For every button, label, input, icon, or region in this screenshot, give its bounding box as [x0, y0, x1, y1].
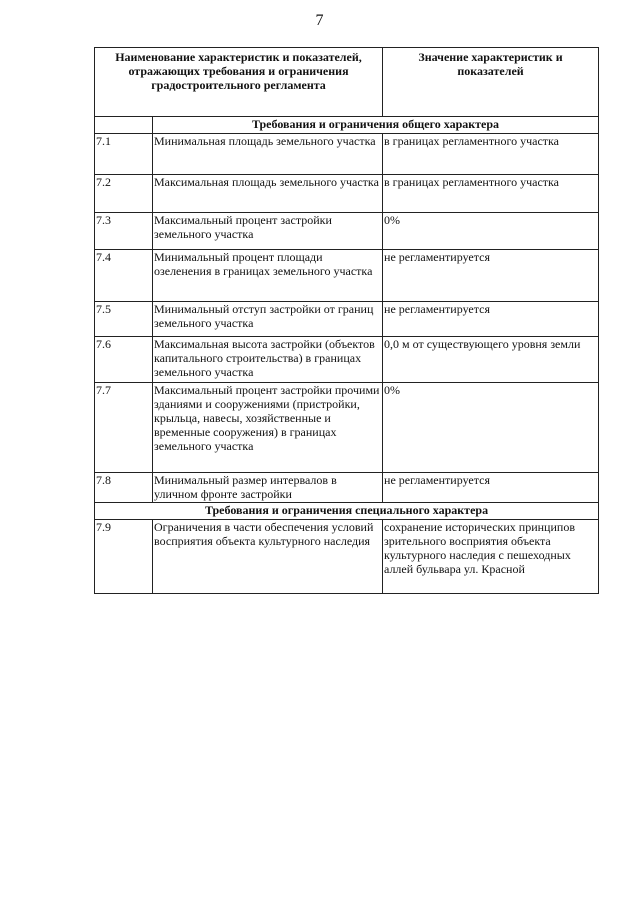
row-number: 7.4 [95, 250, 153, 302]
table-row [95, 337, 599, 383]
row-number: 7.7 [95, 383, 153, 473]
page-number: 7 [315, 12, 324, 29]
table-row [95, 302, 599, 337]
table-row [95, 134, 599, 175]
section-title: Требования и ограничения общего характера [153, 117, 599, 134]
row-number: 7.9 [95, 520, 153, 594]
section-title-row [95, 117, 599, 134]
header-value-column: Значение характеристик и показателей [383, 48, 599, 117]
row-name: Минимальный отступ застройки от границ земельного участка [153, 302, 383, 337]
row-name: Минимальный размер интервалов в уличном фронте застройки [153, 473, 383, 503]
row-name: Минимальная площадь земельного участка [153, 134, 383, 175]
row-value: 0,0 м от существующего уровня земли [383, 337, 599, 383]
section-empty-cell [95, 117, 153, 134]
table-row [95, 383, 599, 473]
row-value: в границах регламентного участка [383, 134, 599, 175]
row-value: не регламентируется [383, 302, 599, 337]
table-header-row [95, 48, 599, 117]
table-row [95, 175, 599, 213]
row-name: Максимальная высота застройки (объектов капитального строительства) в границах земельного участка [153, 337, 383, 383]
row-name: Максимальный процент застройки земельного участка [153, 213, 383, 250]
row-number: 7.8 [95, 473, 153, 503]
row-number: 7.1 [95, 134, 153, 175]
row-value: не регламентируется [383, 473, 599, 503]
section-title-row [95, 503, 599, 520]
table-row [95, 213, 599, 250]
row-value: 0% [383, 213, 599, 250]
row-number: 7.5 [95, 302, 153, 337]
section-title: Требования и ограничения специального характера [95, 503, 599, 520]
row-name: Ограничения в части обеспечения условий восприятия объекта культурного наследия [153, 520, 383, 594]
table-row [95, 250, 599, 302]
row-number: 7.3 [95, 213, 153, 250]
row-value: 0% [383, 383, 599, 473]
row-value: не регламентируется [383, 250, 599, 302]
row-name: Минимальный процент площади озеленения в границах земельного участка [153, 250, 383, 302]
row-name: Максимальная площадь земельного участка [153, 175, 383, 213]
regulation-table [94, 47, 599, 594]
row-value: сохранение исторических принципов зрительного восприятия объекта культурного наследия с пешеходных аллей бульвара ул. Красной [383, 520, 599, 594]
row-name: Максимальный процент застройки прочими зданиями и сооружениями (пристройки, крыльца, навесы, хозяйственные и временные сооружения) в границах земельного участка [153, 383, 383, 473]
row-value: в границах регламентного участка [383, 175, 599, 213]
header-name-column: Наименование характеристик и показателей, отражающих требования и ограничения градостроительного регламента [95, 48, 383, 117]
table-row [95, 520, 599, 594]
row-number: 7.6 [95, 337, 153, 383]
table-row [95, 473, 599, 503]
row-number: 7.2 [95, 175, 153, 213]
